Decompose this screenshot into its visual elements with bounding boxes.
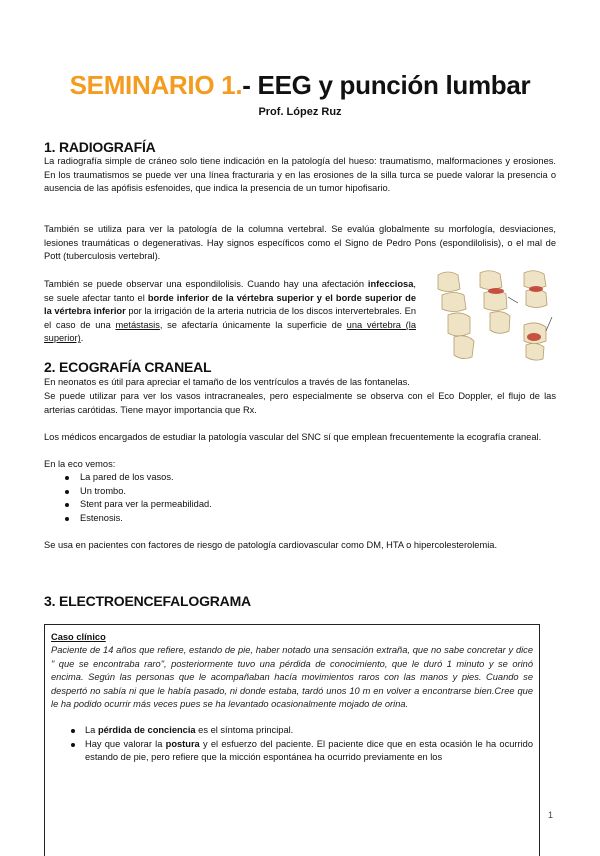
text-run: También se puede observar una espondilolisis. Cuando hay una afectación xyxy=(44,279,368,289)
list-item: La pared de los vasos. xyxy=(44,471,212,485)
case-points-list xyxy=(51,724,533,765)
list-item: Stent para ver la permeabilidad. xyxy=(44,498,212,512)
list-item xyxy=(51,724,533,738)
text-run: Hay que valorar la xyxy=(85,738,166,749)
clinical-case-box xyxy=(44,624,540,856)
paragraph-espondilolisis xyxy=(44,278,416,346)
text-run: por la irrigación de la arteria nutricia de los discos intervertebrales. En el caso de una xyxy=(44,306,416,330)
list-item: Estenosis. xyxy=(44,512,212,526)
page-number: 1 xyxy=(548,810,554,820)
text-run: , se afectaría únicamente la superficie de xyxy=(159,319,347,330)
title-seminar-label: SEMINARIO 1. xyxy=(69,70,243,100)
bold-text: postura xyxy=(165,738,200,749)
paragraph: Se usa en pacientes con factores de riesgo de patología cardiovascular como DM, HTA o hipercolesterolemia. xyxy=(44,540,498,550)
case-description: Paciente de 14 años que refiere, estando de pie, haber notado una sensación extraña, que no sabe concretar y dice " que se encontraba raro", posteriormente tuvo una pérdida de conocimiento, que le duró 1 minuto y se orinó encima. Según las personas que le acompañaban hacía movimientos raros con las manos y pies. Cuando se despertó no sabía ni que le había pasado, ni donde estaba, tardó unos 10 m en volver a encontrarse bien.Cree que le ha podido ocurrir más veces pues se ha levantado ocasionalmente mojado de orina. xyxy=(51,645,533,710)
title-topic: - EEG y punción lumbar xyxy=(242,70,531,100)
text-run: La xyxy=(85,724,98,735)
text-run: , se suele afectar tanto el xyxy=(44,279,416,303)
section-heading-ecografia: 2. ECOGRAFÍA CRANEAL xyxy=(44,359,212,375)
professor-name: Prof. López Ruz xyxy=(258,106,342,118)
section-heading-eeg: 3. ELECTROENCEFALOGRAMA xyxy=(44,593,251,609)
document-title xyxy=(0,70,600,101)
paragraph: En neonatos es útil para apreciar el tamaño de los ventrículos a través de las fontanelas. xyxy=(44,377,410,387)
paragraph: La radiografía simple de cráneo solo tiene indicación en la patología del hueso: traumatismo, malformaciones y erosiones. En los traumatismos se puede ver una línea fracturaria y en las erosiones de la silla turca se puede valorar la presencia o ausencia de las apófisis esfenoides, que indica la presencia de un tumor hipofisario. xyxy=(44,156,556,194)
bold-text: infecciosa xyxy=(367,279,414,289)
text-run: es el síntoma principal. xyxy=(195,724,294,735)
underlined-text: metástasis xyxy=(115,319,160,330)
section-heading-radiografia: 1. RADIOGRAFÍA xyxy=(44,139,156,155)
text-run: . xyxy=(80,333,84,344)
case-title: Caso clínico xyxy=(51,632,106,642)
paragraph: En la eco vemos: xyxy=(44,459,116,469)
underlined-text: una vértebra (la superior) xyxy=(44,319,416,344)
list-item: Un trombo. xyxy=(44,485,212,499)
spine-illustration xyxy=(428,267,558,363)
paragraph: Se puede utilizar para ver los vasos intracraneales, pero especialmente se observa con el Eco Doppler, el flujo de las arterias carótidas. Tiene mayor importancia que Rx. xyxy=(44,391,556,415)
bold-text: borde inferior de la vértebra superior y el borde superior de la vértebra inferior xyxy=(44,292,416,317)
list-item xyxy=(51,738,533,765)
paragraph: También se utiliza para ver la patología de la columna vertebral. Se evalúa globalmente su morfología, desviaciones, lesiones traumáticas o degenerativas. Hay signos específicos como el Signo de Pedro Pons (espondilolisis), o el mal de Pott (tuberculosis vertebral). xyxy=(44,224,556,262)
paragraph: Los médicos encargados de estudiar la patología vascular del SNC sí que emplean frecuentemente la ecografía craneal. xyxy=(44,432,542,442)
eco-findings-list xyxy=(44,471,212,525)
bold-text: pérdida de conciencia xyxy=(97,724,196,735)
text-run: y el esfuerzo del paciente. El paciente dice que en esta ocasión le ha ocurrido estando de pie, pero refiere que la micción espontánea ha ocurrido previamente en los xyxy=(85,738,534,763)
